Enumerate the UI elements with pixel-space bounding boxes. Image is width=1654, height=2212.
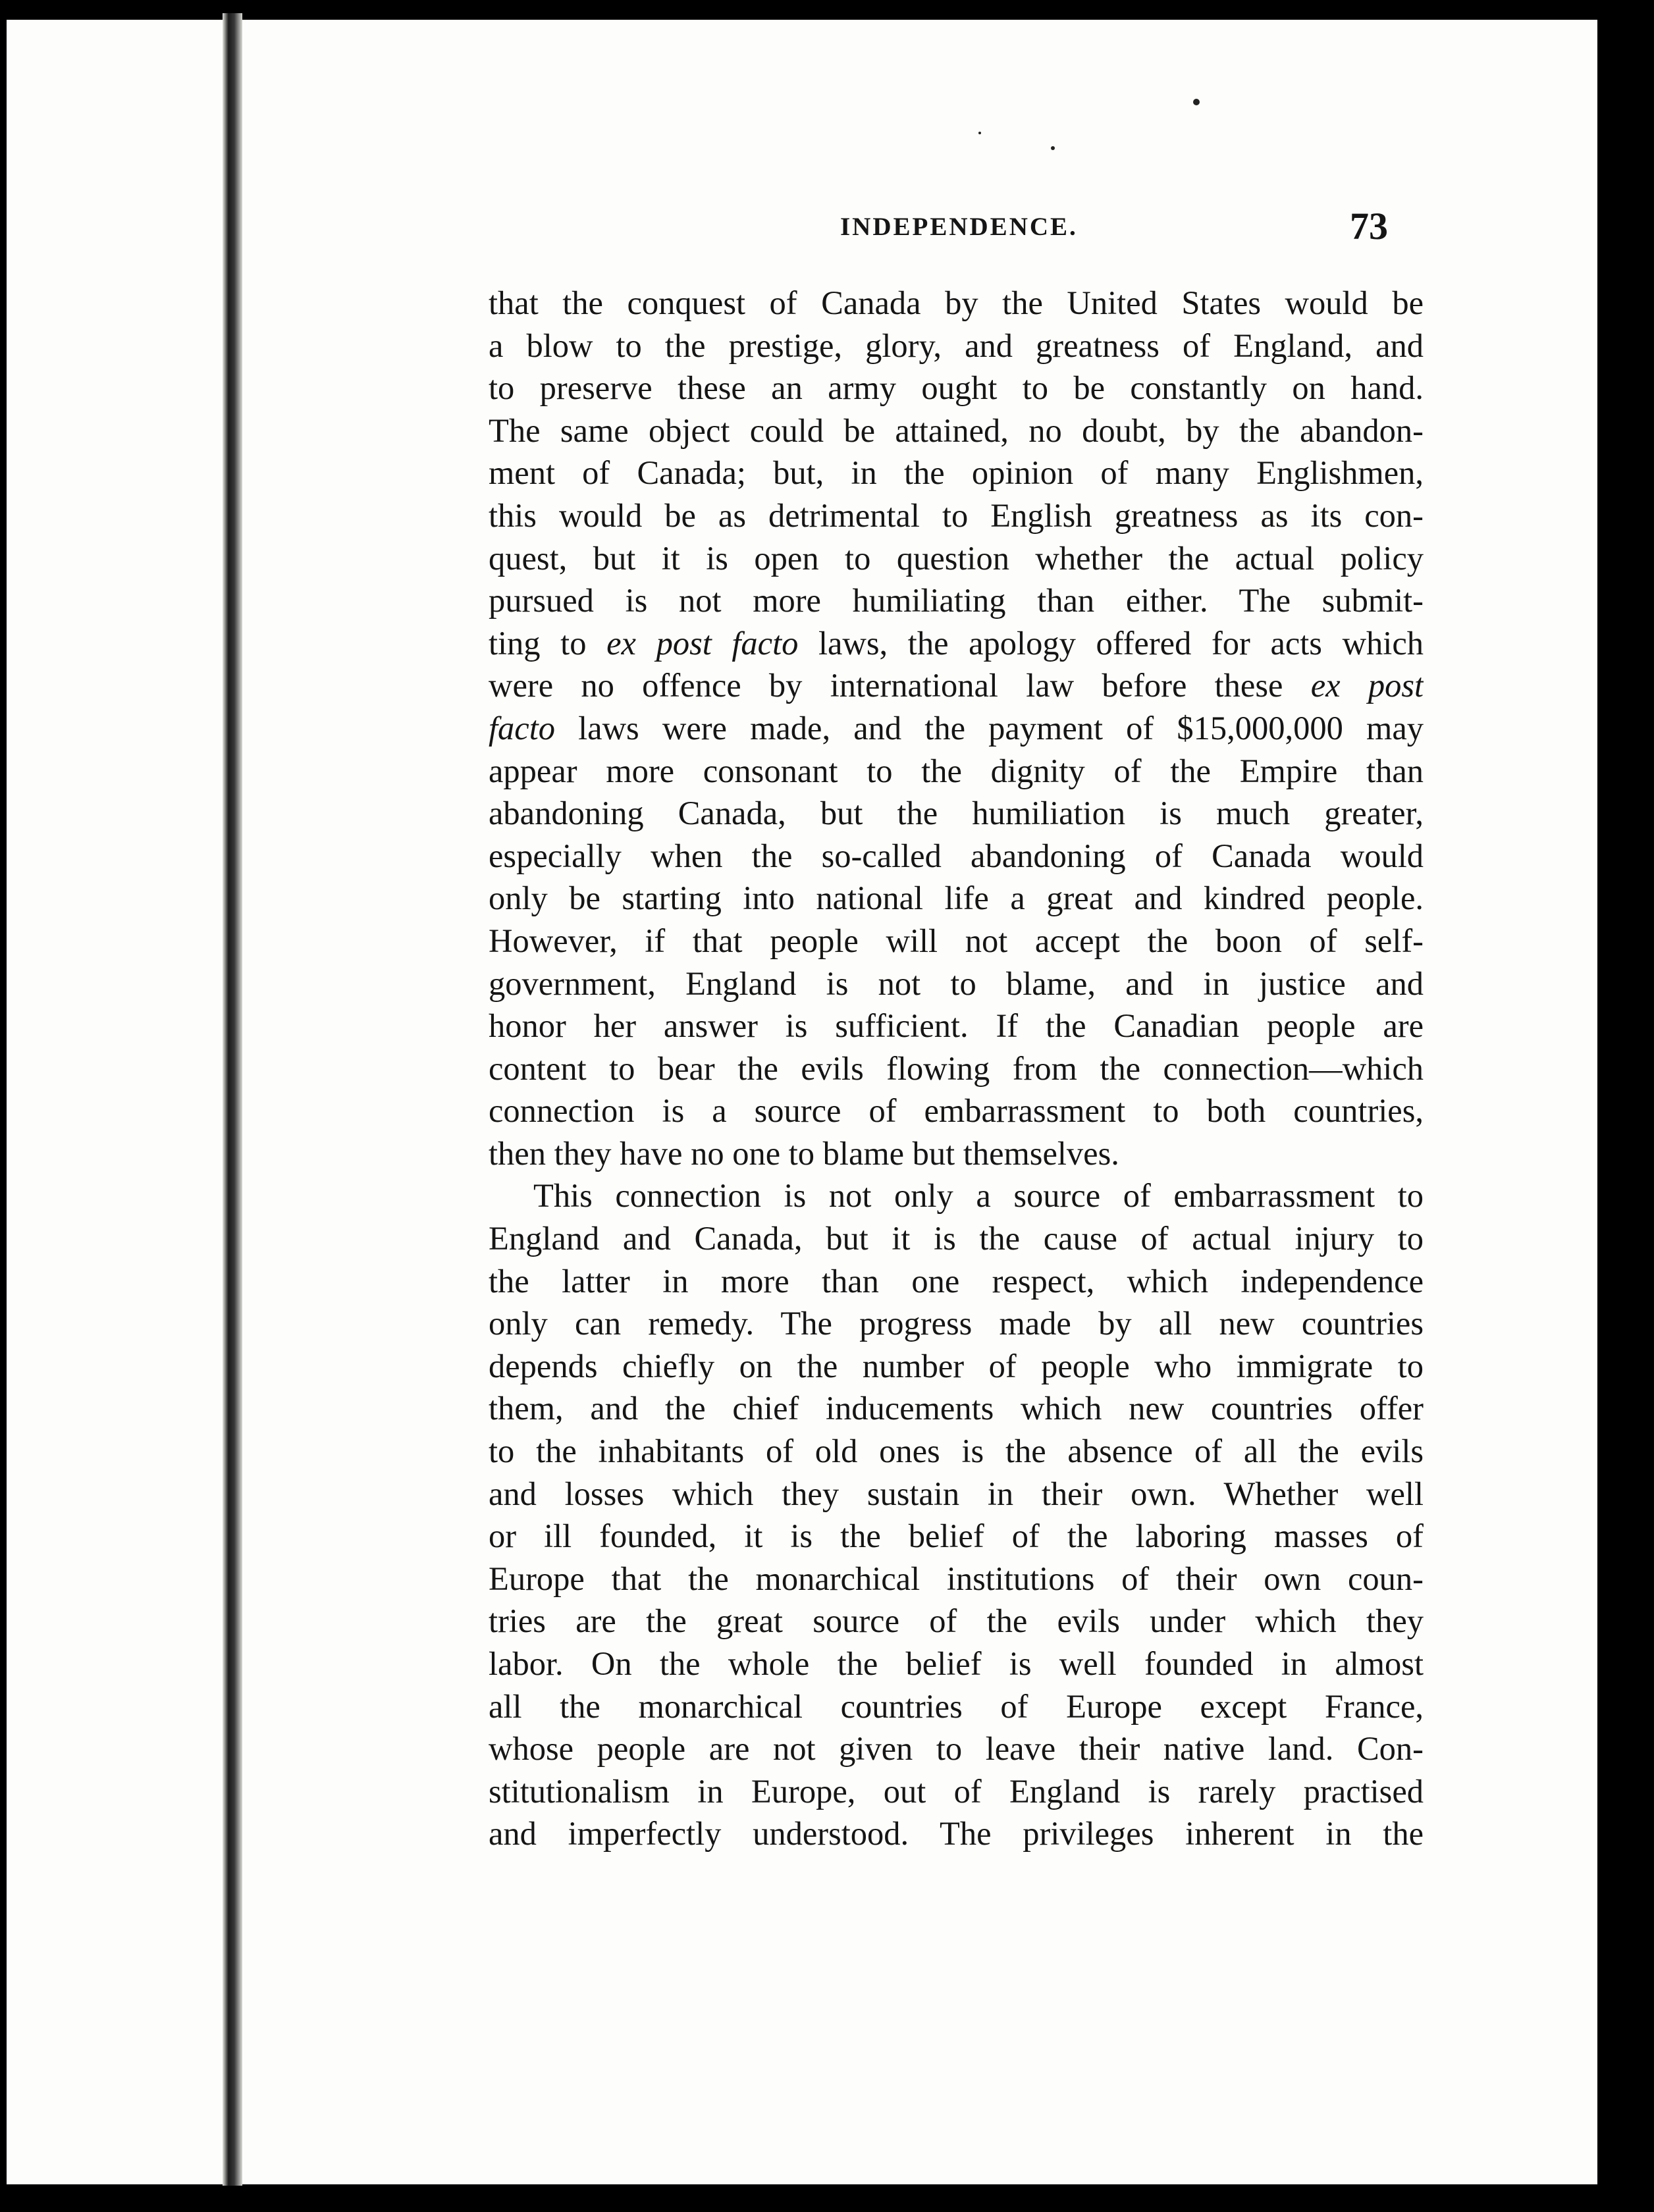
scan-border-bottom: [0, 2184, 1654, 2212]
text-line: [489, 835, 1424, 878]
text-run: pursued is not more humiliating than either. The submit-: [489, 582, 1424, 619]
text-line: [489, 537, 1424, 580]
text-run: The same object could be attained, no doubt, by the abandon-: [489, 411, 1424, 449]
text-line: [489, 622, 1424, 665]
text-run: only can remedy. The progress made by all new countries: [489, 1305, 1424, 1342]
text-run: quest, but it is open to question whether the actual policy: [489, 539, 1424, 577]
text-line: [489, 1090, 1424, 1132]
ink-speck: [978, 132, 981, 134]
text-run: and losses which they sustain in their own. Whether well: [489, 1475, 1424, 1512]
text-run: honor her answer is sufficient. If the Canadian people are: [489, 1007, 1424, 1045]
text-run: whose people are not given to leave their native land. Con-: [489, 1730, 1424, 1768]
text-run: a blow to the prestige, glory, and greatness of England, and: [489, 327, 1424, 364]
text-line: [489, 1473, 1424, 1515]
text-line: [489, 962, 1424, 1005]
scan-border-left: [0, 0, 7, 2212]
text-line: [489, 1047, 1424, 1090]
text-run: connection is a source of embarrassment to both countries,: [489, 1092, 1424, 1130]
scan-border-top: [0, 0, 1654, 20]
text-run: Europe that the monarchical institutions of their own coun-: [489, 1560, 1424, 1597]
book-gutter-shadow: [223, 13, 242, 2186]
text-run: were no offence by international law before these: [489, 667, 1311, 704]
text-line: [489, 1515, 1424, 1558]
text-line: [489, 1430, 1424, 1473]
text-run: content to bear the evils flowing from the connection—which: [489, 1049, 1424, 1087]
text-line: [489, 1174, 1424, 1217]
text-line: [489, 707, 1424, 750]
page-number: 73: [1350, 205, 1388, 248]
text-run: abandoning Canada, but the humiliation is much greater,: [489, 795, 1424, 832]
text-line: [489, 1600, 1424, 1643]
text-line: [489, 1387, 1424, 1430]
text-line: [489, 1302, 1424, 1345]
text-line: [489, 1558, 1424, 1600]
text-line: [489, 1770, 1424, 1813]
text-line: [489, 920, 1424, 962]
text-line: [489, 1812, 1424, 1855]
text-line: [489, 1345, 1424, 1388]
text-run: to preserve these an army ought to be constantly on hand.: [489, 369, 1424, 407]
text-run: that the conquest of Canada by the United States would be: [489, 284, 1424, 321]
text-run: laws were made, and the payment of $15,000,000 may: [554, 709, 1424, 747]
body-text: [489, 282, 1424, 1855]
text-run: or ill founded, it is the belief of the laboring masses of: [489, 1517, 1424, 1555]
text-line: [489, 1132, 1424, 1175]
text-run: then they have no one to blame but themselves.: [489, 1134, 1119, 1172]
text-run: them, and the chief inducements which new countries offer: [489, 1390, 1424, 1427]
italic-phrase: ex post: [1310, 667, 1424, 704]
ink-speck: [1051, 146, 1055, 150]
text-line: [489, 1217, 1424, 1260]
text-run: the latter in more than one respect, which independence: [489, 1262, 1424, 1300]
text-run: appear more consonant to the dignity of the Empire than: [489, 752, 1424, 789]
text-line: [489, 1643, 1424, 1685]
text-line: [489, 325, 1424, 367]
text-run: laws, the apology offered for acts which: [798, 624, 1424, 662]
text-run: However, if that people will not accept the boon of self-: [489, 922, 1424, 959]
text-line: [489, 1260, 1424, 1303]
text-line: [489, 579, 1424, 622]
text-line: [489, 409, 1424, 452]
text-run: especially when the so-called abandoning of Canada would: [489, 837, 1424, 874]
text-run: ting to: [489, 624, 607, 662]
text-line: [489, 1727, 1424, 1770]
text-line: [489, 750, 1424, 793]
text-run: England and Canada, but it is the cause of actual injury to: [489, 1220, 1424, 1257]
text-run: and imperfectly understood. The privileges inherent in the: [489, 1815, 1424, 1853]
text-line: [489, 367, 1424, 409]
text-line: [489, 877, 1424, 920]
text-run: labor. On the whole the belief is well founded in almost: [489, 1645, 1424, 1682]
text-line: [489, 494, 1424, 537]
italic-phrase: ex post facto: [606, 624, 799, 662]
text-run: all the monarchical countries of Europe except France,: [489, 1687, 1424, 1725]
text-line: [489, 282, 1424, 325]
text-line: [489, 664, 1424, 707]
text-run: tries are the great source of the evils under which they: [489, 1602, 1424, 1640]
text-run: stitutionalism in Europe, out of England is rarely practised: [489, 1772, 1424, 1810]
text-line: [489, 1005, 1424, 1047]
text-run: only be starting into national life a great and kindred people.: [489, 880, 1424, 917]
text-run: to the inhabitants of old ones is the absence of all the evils: [489, 1433, 1424, 1470]
text-run: depends chiefly on the number of people who immigrate to: [489, 1347, 1424, 1384]
scan-border-right: [1597, 0, 1654, 2212]
text-run: ment of Canada; but, in the opinion of many Englishmen,: [489, 454, 1424, 492]
text-run: government, England is not to blame, and in justice and: [489, 964, 1424, 1002]
text-run: This connection is not only a source of embarrassment to: [533, 1177, 1424, 1215]
italic-phrase: facto: [489, 709, 555, 747]
text-line: [489, 792, 1424, 835]
ink-speck: [1193, 99, 1200, 105]
text-line: [489, 452, 1424, 494]
running-head: INDEPENDENCE.: [840, 213, 1078, 241]
text-run: this would be as detrimental to English greatness as its con-: [489, 496, 1424, 534]
text-line: [489, 1685, 1424, 1728]
